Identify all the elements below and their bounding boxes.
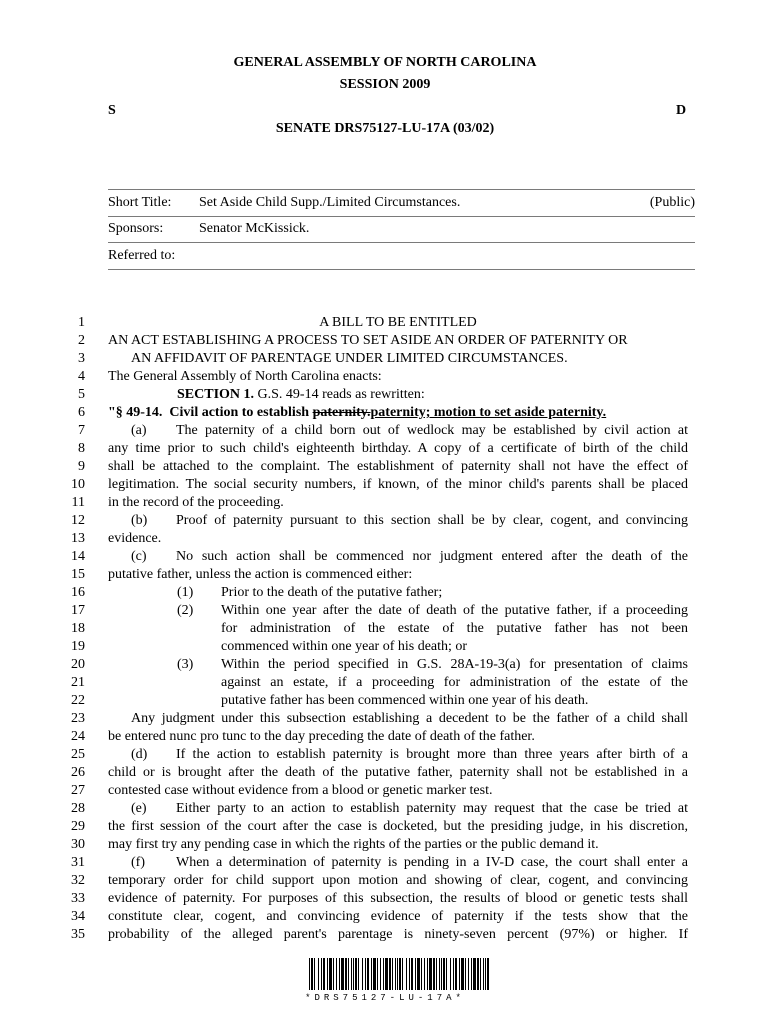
item-text: Within the period specified in G.S. 28A-19-3(a) for presentation of claims (221, 657, 688, 672)
short-title-label: Short Title: (108, 195, 172, 210)
line-number: 14 (71, 549, 85, 564)
line-number: 5 (78, 387, 85, 402)
paragraph-text: temporary order for child support upon motion and showing of clear, cogent, and convincing (108, 873, 688, 888)
paragraph-b (131, 512, 688, 530)
statute-heading (108, 404, 688, 422)
short-title-row (108, 189, 695, 217)
text-line (0, 620, 770, 638)
text-line (0, 764, 770, 782)
item-label: (2) (177, 603, 194, 618)
paragraph-text: legitimation. The social security numbers, if known, of the minor child's parents shall be placed (108, 477, 688, 492)
line-number: 11 (71, 495, 85, 510)
paragraph-text: probability of the alleged parent's parentage is ninety-seven percent (97%) or higher. If (108, 927, 688, 942)
line-number: 8 (78, 441, 85, 456)
paragraph-text: child or is brought after the death of the putative father, paternity shall not be established in a (108, 765, 688, 780)
item-text: putative father has been commenced within one year of his death. (221, 693, 589, 708)
paragraph-d (131, 746, 688, 764)
line-number: 23 (71, 711, 85, 726)
referred-label: Referred to: (108, 248, 176, 263)
line-number: 26 (71, 765, 85, 780)
paragraph-text: Any judgment under this subsection establishing a decedent to be the father of a child shall (131, 711, 688, 726)
statute-heading-text: "§ 49-14. Civil action to establish (108, 405, 313, 420)
session-title: SESSION 2009 (339, 77, 431, 92)
barcode-text: *DRS75127-LU-17A* (305, 993, 465, 1003)
line-number: 30 (71, 837, 85, 852)
line-number: 7 (78, 423, 85, 438)
line-number: 29 (71, 819, 85, 834)
text-line (0, 872, 770, 890)
text-line (0, 818, 770, 836)
paragraph-text: If the action to establish paternity is brought more than three years after birth of a (176, 747, 688, 762)
line-number: 24 (71, 729, 85, 744)
paragraph-f (131, 854, 688, 872)
text-line (0, 494, 770, 512)
line-number: 12 (71, 513, 85, 528)
paragraph-text: Proof of paternity pursuant to this section shall be by clear, cogent, and convincing (176, 513, 688, 528)
text-line (0, 638, 770, 656)
line-number: 4 (78, 369, 85, 384)
text-line (0, 710, 770, 728)
enacting-clause: The General Assembly of North Carolina enacts: (108, 369, 382, 384)
subsection-label: (e) (131, 801, 147, 816)
line-number: 18 (71, 621, 85, 636)
text-line (0, 332, 770, 350)
text-line (0, 602, 770, 620)
sponsors-label: Sponsors: (108, 221, 164, 236)
paragraph-text: When a determination of paternity is pending in a IV-D case, the court shall enter a (176, 855, 688, 870)
assembly-title: GENERAL ASSEMBLY OF NORTH CAROLINA (233, 55, 537, 70)
text-line (0, 908, 770, 926)
item-text: Prior to the death of the putative father; (221, 585, 443, 600)
line-number: 25 (71, 747, 85, 762)
inserted-text: paternity; motion to set aside paternity. (370, 405, 607, 420)
line-number: 32 (71, 873, 85, 888)
text-line (0, 584, 770, 602)
item-label: (3) (177, 657, 194, 672)
text-line (0, 476, 770, 494)
paragraph-text: contested case without evidence from a blood or genetic marker test. (108, 783, 493, 798)
paragraph-text: the first session of the court after the case is docketed, but the presiding judge, in his discretion, (108, 819, 688, 834)
line-number: 33 (71, 891, 85, 906)
paragraph-text: The paternity of a child born out of wedlock may be established by civil action at (176, 423, 688, 438)
subsection-label: (a) (131, 423, 147, 438)
paragraph-text: evidence. (108, 531, 162, 546)
line-number: 27 (71, 783, 85, 798)
paragraph-e (131, 800, 688, 818)
text-line (0, 548, 770, 566)
item-text: commenced within one year of his death; or (221, 639, 468, 654)
line-number: 35 (71, 927, 85, 942)
barcode-icon (309, 958, 489, 990)
line-number: 10 (71, 477, 85, 492)
text-line (0, 890, 770, 908)
text-line (0, 746, 770, 764)
short-title-status: (Public) (649, 195, 695, 210)
line-number: 15 (71, 567, 85, 582)
line-number: 17 (71, 603, 85, 618)
act-title: AN ACT ESTABLISHING A PROCESS TO SET ASIDE AN ORDER OF PATERNITY OR (108, 333, 628, 348)
text-line (0, 530, 770, 548)
text-line (0, 692, 770, 710)
line-number: 13 (71, 531, 85, 546)
text-line (0, 800, 770, 818)
sponsors-row (108, 216, 695, 243)
act-title-cont: AN AFFIDAVIT OF PARENTAGE UNDER LIMITED CIRCUMSTANCES. (131, 351, 568, 366)
line-number: 19 (71, 639, 85, 654)
line-number: 2 (78, 333, 85, 348)
subsection-label: (f) (131, 855, 145, 870)
section-label: SECTION 1. (177, 387, 255, 402)
line-number: 3 (78, 351, 85, 366)
item-text: against an estate, if a proceeding for administration of the estate of the (221, 675, 688, 690)
text-line (0, 854, 770, 872)
sponsors-value: Senator McKissick. (199, 221, 310, 236)
text-line (0, 368, 770, 386)
bill-id: SENATE DRS75127-LU-17A (03/02) (275, 121, 495, 136)
item-text: Within one year after the date of death of the putative father, if a proceeding (221, 603, 688, 618)
line-number: 9 (78, 459, 85, 474)
text-line (0, 728, 770, 746)
line-number: 20 (71, 657, 85, 672)
text-line (0, 350, 770, 368)
referred-row (108, 243, 695, 270)
left-mark: S (108, 103, 116, 118)
right-mark: D (676, 103, 687, 118)
section-text: G.S. 49-14 reads as rewritten: (257, 387, 425, 402)
line-number: 28 (71, 801, 85, 816)
paragraph-text: be entered nunc pro tunc to the day preceding the date of death of the father. (108, 729, 535, 744)
line-number: 34 (71, 909, 85, 924)
paragraph-text: any time prior to such child's eighteenth birthday. A copy of a certificate of birth of the child (108, 441, 688, 456)
item-label: (1) (177, 585, 194, 600)
text-line (0, 404, 770, 422)
text-line (0, 926, 770, 944)
text-line (0, 422, 770, 440)
item-text: for administration of the estate of the putative father has not been (221, 621, 688, 636)
section-line (177, 386, 688, 404)
text-line (0, 386, 770, 404)
line-number: 22 (71, 693, 85, 708)
paragraph-text: putative father, unless the action is commenced either: (108, 567, 413, 582)
line-number: 21 (71, 675, 85, 690)
paragraph-text: No such action shall be commenced nor judgment entered after the death of the (176, 549, 688, 564)
paragraph-a (131, 422, 688, 440)
line-number: 1 (78, 315, 85, 330)
line-number: 6 (78, 405, 85, 420)
text-line (0, 458, 770, 476)
paragraph-text: Either party to an action to establish paternity may request that the case be tried at (176, 801, 688, 816)
text-line (0, 674, 770, 692)
paragraph-text: in the record of the proceeding. (108, 495, 284, 510)
paragraph-text: shall be attached to the complaint. The establishment of paternity shall not have the effect of (108, 459, 688, 474)
line-number: 16 (71, 585, 85, 600)
paragraph-text: constitute clear, cogent, and convincing evidence of paternity if the tests show that the (108, 909, 688, 924)
text-line (0, 836, 770, 854)
text-line (0, 512, 770, 530)
text-line (0, 314, 770, 332)
text-line (0, 566, 770, 584)
line-number: 31 (71, 855, 85, 870)
subsection-label: (b) (131, 513, 148, 528)
short-title-value: Set Aside Child Supp./Limited Circumstances. (199, 195, 461, 210)
subsection-label: (d) (131, 747, 148, 762)
paragraph-text: may first try any pending case in which the rights of the parties or the public demand it. (108, 837, 599, 852)
text-line (0, 782, 770, 800)
struck-text: paternity. (312, 405, 371, 420)
paragraph-c (131, 548, 688, 566)
bill-heading: A BILL TO BE ENTITLED (319, 315, 477, 330)
text-line (0, 656, 770, 674)
text-line (0, 440, 770, 458)
paragraph-text: evidence of paternity. For purposes of this subsection, the results of blood or genetic tests shall (108, 891, 688, 906)
subsection-label: (c) (131, 549, 147, 564)
